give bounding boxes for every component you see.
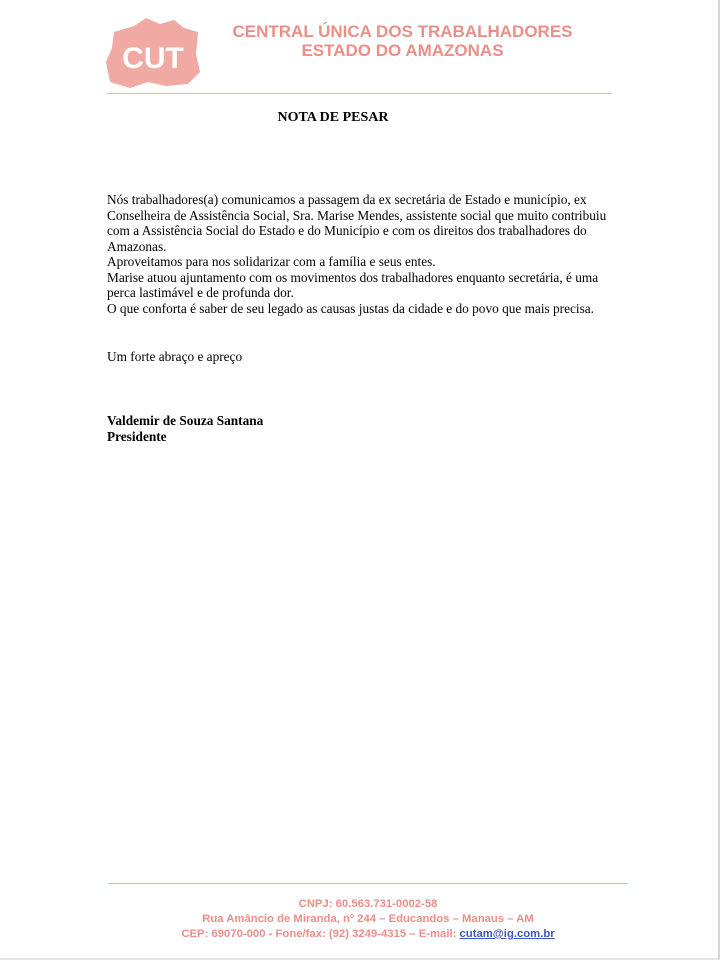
document-title: NOTA DE PESAR xyxy=(277,110,389,125)
org-line-1: CENTRAL ÚNICA DOS TRABALHADORES xyxy=(232,22,573,41)
organization-name xyxy=(200,22,605,60)
cut-logo xyxy=(104,14,202,90)
closing-line: Um forte abraço e apreço xyxy=(107,349,243,364)
org-line-2: ESTADO DO AMAZONAS xyxy=(301,41,504,60)
paragraph: Aproveitamos para nos solidarizar com a família e seus entes. xyxy=(107,254,436,269)
footer-divider xyxy=(108,883,628,884)
signature-block xyxy=(107,413,263,445)
signer-name: Valdemir de Souza Santana xyxy=(107,413,264,428)
header-divider xyxy=(107,93,612,94)
logo-text: CUT xyxy=(122,42,184,75)
paragraph: Nós trabalhadores(a) comunicamos a passagem da ex secretária de Estado e município, ex Conselheira de Assistência Social, Sra. Marise Mendes, assistente social que muito contribuiu com a Assistência Social do Estado e do Município e com os direitos dos trabalhadores do Amazonas. xyxy=(107,192,607,254)
footer-contact-text: CEP: 69070-000 - Fone/fax: (92) 3249-4315 – E-mail: xyxy=(181,928,460,940)
document-body xyxy=(107,192,627,316)
footer-contact xyxy=(108,927,628,942)
paragraph: O que conforta é saber de seu legado as causas justas da cidade e do povo que mais precisa. xyxy=(107,300,595,316)
footer-address: Rua Amâncio de Miranda, nº 244 – Educandos – Manaus – AM xyxy=(202,913,534,925)
signer-role: Presidente xyxy=(107,429,167,444)
footer xyxy=(108,897,628,942)
email-link[interactable]: cutam@ig.com.br xyxy=(459,928,555,940)
paragraph: Marise atuou ajuntamento com os movimentos dos trabalhadores enquanto secretária, é uma perca lastimável e de profunda dor. xyxy=(107,269,599,300)
footer-cnpj: CNPJ: 60.563.731-0002-58 xyxy=(298,898,438,910)
